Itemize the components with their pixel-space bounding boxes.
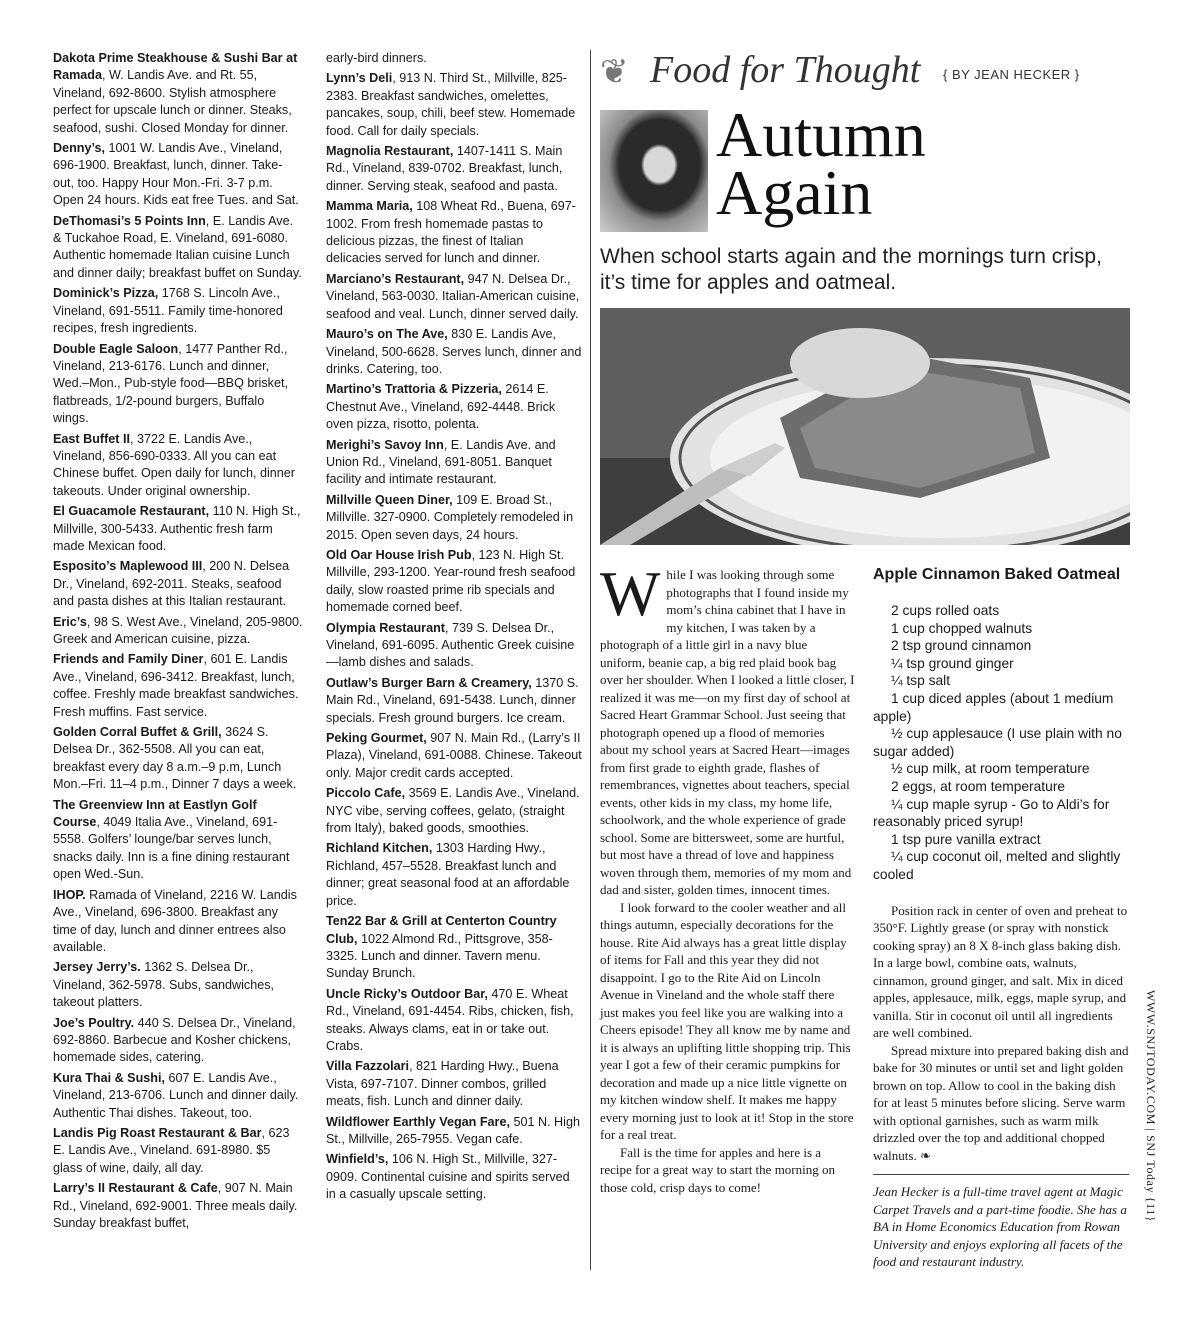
ingredient-item: 1 cup diced apples (about 1 medium apple) bbox=[873, 690, 1114, 724]
ingredient-item: 1 cup chopped walnuts bbox=[891, 620, 1033, 636]
listing-details: 1407-1411 S. Main Rd., Vineland, 839-0702. Breakfast, lunch, dinner. Serving steak, seafood and pasta. bbox=[326, 144, 563, 193]
ingredient-item: 2 tsp ground cinnamon bbox=[891, 638, 1032, 654]
listing-details: 1022 Almond Rd., Pittsgrove, 358-3325. Lunch and dinner. Tavern menu. Sunday Brunch. bbox=[326, 931, 553, 981]
listing-entry bbox=[326, 326, 582, 378]
byline: { BY JEAN HECKER } bbox=[943, 67, 1080, 82]
listing-entry bbox=[53, 724, 303, 794]
listing-details: 110 N. High St., Millville, 300-5433. Authentic fresh farm made Mexican food. bbox=[53, 504, 301, 553]
headline-line-2: Again bbox=[716, 157, 873, 228]
listing-name: Magnolia Restaurant, bbox=[326, 144, 454, 159]
page-footer bbox=[1133, 990, 1158, 1275]
ingredient-item: 2 eggs, at room temperature bbox=[891, 778, 1066, 794]
ingredient-item: ¼ cup maple syrup - Go to Aldi’s for reasonably priced syrup! bbox=[873, 796, 1110, 830]
listing-entry bbox=[326, 986, 582, 1056]
listing-entry bbox=[53, 1180, 303, 1232]
listing-entry bbox=[53, 558, 303, 610]
article-text-1: hile I was looking through some photographs that I found inside my mom’s china cabinet that I have in my kitchen, I was taken by a photograph of a little girl in a navy blue uniform, beanie cap, a big red plaid book bag over her shoulder. When I looked a little closer, I realized it was me—on my first day of school at Sacred Heart Grammar School. Just seeing that photograph opened up a flood of memories about my school years at Sacred Heart—images from first grade to eighth grade, flashes of remembrances, vignettes about teachers, special events, other kids in my class, my home life, schoolwork, and the whole experience of grade school. Some are bittersweet, some are hurtful, but most have a thread of love and happiness woven through them, memories of my mom and dad and sister, golden times, innocent times. bbox=[600, 567, 855, 897]
listing-name: Mauro’s on The Ave, bbox=[326, 327, 448, 342]
listing-details: , 907 N. Main Rd., Vineland, 692-9001. Three meals daily. Sunday breakfast buffet, bbox=[53, 1181, 298, 1230]
article-paragraph-1 bbox=[600, 558, 855, 899]
listing-details: 2614 E. Chestnut Ave., Vineland, 692-4448. Brick oven pizza, risotto, polenta. bbox=[326, 382, 556, 432]
listing-entry bbox=[326, 381, 582, 433]
listing-name: Uncle Ricky’s Outdoor Bar, bbox=[326, 986, 488, 1001]
listing-name: Landis Pig Roast Restaurant & Bar bbox=[53, 1125, 262, 1140]
listing-details: , 123 N. High St. Millville, 293-1200. Year-round fresh seafood daily, slow roasted prime rib specials and homemade corned beef. bbox=[326, 547, 576, 615]
listing-details: Ramada of Vineland, 2216 W. Landis Ave., Vineland, 696-3800. Breakfast any time of day, lunch and dinner entrees also available. bbox=[53, 887, 297, 954]
listing-details: , 601 E. Landis Ave., Vineland, 696-3412. Breakfast, lunch, coffee. Freshly made breakfast sandwiches. Fresh muffins. Fast service. bbox=[53, 652, 299, 719]
listing-entry bbox=[53, 959, 303, 1011]
listing-details: 106 N. High St., Millville, 327-0909. Continental cuisine and spirits served in a casually upscale setting. bbox=[326, 1152, 570, 1202]
listing-name: Dakota Prime Steakhouse & Sushi Bar at Ramada bbox=[53, 51, 298, 83]
listing-details: , W. Landis Ave. and Rt. 55, Vineland, 692-8600. Stylish atmosphere perfect for upscale lunch or dinner. Steaks, seafood, sushi. Closed Monday for dinner. bbox=[53, 68, 292, 135]
listing-details: , 1477 Panther Rd., Vineland, 213-6176. Lunch and dinner, Wed.–Mon., Pub-style food—BBQ brisket, flatbreads, 1/2-pound burgers, Buffalo wings. bbox=[53, 341, 288, 426]
listing-entry bbox=[326, 1114, 582, 1149]
listing-details: , 4049 Italia Ave., Vineland, 691-5558. Golfers’ lounge/bar serves lunch, snacks daily. Inn is a fine dining restaurant open Wed.-Sun. bbox=[53, 815, 290, 882]
headline-line-1: Autumn bbox=[716, 99, 926, 170]
listing-entry bbox=[53, 797, 303, 884]
recipe bbox=[873, 566, 1129, 1271]
recipe-title: Apple Cinnamon Baked Oatmeal bbox=[873, 566, 1121, 583]
listings-column-1 bbox=[53, 50, 303, 1235]
listing-details: , E. Landis Ave. & Tuckahoe Road, E. Vineland, 691-6080. Authentic homemade Italian cuisine Lunch and dinner daily; breakfast buffet on Sunday. bbox=[53, 213, 302, 280]
listing-name: Marciano’s Restaurant, bbox=[326, 271, 465, 286]
listing-name: Millville Queen Diner, bbox=[326, 492, 453, 507]
listing-entry bbox=[326, 620, 582, 672]
listing-entry bbox=[326, 913, 582, 983]
listing-entry bbox=[53, 887, 303, 957]
listing-entry bbox=[53, 431, 303, 501]
ornament-icon: ❦ bbox=[600, 52, 629, 92]
listing-name: Lynn’s Deli bbox=[326, 71, 393, 86]
oatmeal-photo bbox=[600, 308, 1130, 545]
listing-entry bbox=[326, 675, 582, 727]
listing-name: Piccolo Cafe, bbox=[326, 786, 406, 801]
listing-entry bbox=[326, 143, 582, 195]
listing-name: Outlaw’s Burger Barn & Creamery, bbox=[326, 675, 532, 690]
listing-details: 1001 W. Landis Ave., Vineland, 696-1900. Breakfast, lunch, dinner. Take-out, too. Happy Hour Mon.-Fri. 3-7 p.m. Open 24 hours. Kids eat free Tues. and Sat. bbox=[53, 141, 299, 208]
listing-entry bbox=[53, 1015, 303, 1067]
listing-name: Denny’s, bbox=[53, 141, 106, 156]
listing-details: 109 E. Broad St., Millville. 327-0900. Completely remodeled in 2015. Open seven days, 24 hours. bbox=[326, 492, 574, 542]
column-title: Food for Thought bbox=[650, 49, 921, 91]
listing-details: 440 S. Delsea Dr., Vineland, 692-8860. Barbecue and Kosher chickens, homemade sides, catering. bbox=[53, 1015, 296, 1065]
listing-name: Martino’s Trattoria & Pizzeria, bbox=[326, 382, 502, 397]
listing-entry bbox=[326, 70, 582, 140]
listing-details: 1370 S. Main Rd., Vineland, 691-5438. Lunch, dinner specials. Fresh ground burgers. Ice cream. bbox=[326, 675, 579, 725]
listing-details: 907 N. Main Rd., (Larry’s II Plaza), Vineland, 691-0088. Chinese. Takeout only. Major credit cards accepted. bbox=[326, 731, 582, 780]
listing-details: 1303 Harding Hwy., Richland, 457–5528. Breakfast lunch and dinner; great seasonal food at an affordable price. bbox=[326, 841, 570, 908]
listing-entry bbox=[326, 198, 582, 268]
listing-details: 830 E. Landis Ave, Vineland, 500-6628. Serves lunch, dinner and drinks. Catering, too. bbox=[326, 327, 582, 376]
listing-details: , 739 S. Delsea Dr., Vineland, 691-6095. Authentic Greek cuisine—lamb dishes and salads. bbox=[326, 620, 575, 670]
listing-name: Mamma Maria, bbox=[326, 199, 413, 214]
listing-name: Esposito’s Maplewood III bbox=[53, 559, 203, 574]
article-body bbox=[600, 558, 855, 1196]
listing-details: , 200 N. Delsea Dr., Vineland, 692-2011. Steaks, seafood and pasta dishes at this Italian restaurant. bbox=[53, 559, 290, 609]
listing-entry bbox=[326, 547, 582, 617]
author-photo bbox=[600, 110, 708, 232]
column-header bbox=[600, 48, 1120, 94]
listing-details: 3624 S. Delsea Dr., 362-5508. All you can eat, breakfast every day 8 a.m.–9 p.m, Lunch Mon.–Fri. 11–4 p.m., Dinner 7 days a week. bbox=[53, 725, 297, 792]
listing-entry bbox=[326, 785, 582, 837]
listing-name: Eric’s bbox=[53, 614, 87, 629]
listing-details: 1362 S. Delsea Dr., Vineland, 362-5978. Subs, sandwiches, takeout platters. bbox=[53, 960, 275, 1010]
listing-entry bbox=[53, 1070, 303, 1122]
listing-entry bbox=[326, 1058, 582, 1110]
listing-details: 947 N. Delsea Dr., Vineland, 563-0030. Italian-American cuisine, seafood and veal. Lunch, dinner served daily. bbox=[326, 271, 580, 321]
listing-name: Olympia Restaurant bbox=[326, 620, 445, 635]
listing-entry bbox=[53, 50, 303, 137]
listing-details: 108 Wheat Rd., Buena, 697-1002. From fresh homemade pastas to delicious pizzas, the finest of Italian delicacies served for lunch and dinner. bbox=[326, 199, 576, 266]
listing-entry bbox=[53, 140, 303, 210]
listing-name: Jersey Jerry’s. bbox=[53, 960, 141, 975]
listing-entry bbox=[53, 503, 303, 555]
listing-entry bbox=[53, 614, 303, 649]
ingredient-item: ¼ tsp salt bbox=[891, 673, 951, 689]
listing-name: Wildflower Earthly Vegan Fare, bbox=[326, 1114, 510, 1129]
ingredient-item: 1 tsp pure vanilla extract bbox=[891, 831, 1041, 847]
listing-name: DeThomasi’s 5 Points Inn bbox=[53, 213, 206, 228]
listing-details: 1768 S. Lincoln Ave., Vineland, 691-5511. Family time-honored recipes, fresh ingredients. bbox=[53, 286, 283, 336]
listing-details: 470 E. Wheat Rd., Vineland, 691-4454. Ribs, chicken, fish, steaks. Always clams, eat in or take out. Crabs. bbox=[326, 986, 574, 1053]
listing-entry bbox=[53, 213, 303, 283]
footer-text: WWW.SNJTODAY.COM | SNJ Today {11} bbox=[1144, 990, 1158, 1223]
listing-name: Golden Corral Buffet & Grill, bbox=[53, 725, 222, 740]
listing-name: El Guacamole Restaurant, bbox=[53, 504, 210, 519]
listing-details: , 98 S. West Ave., Vineland, 205-9800. Greek and American cuisine, pizza. bbox=[53, 614, 303, 646]
ingredient-item: 2 cups rolled oats bbox=[891, 603, 1000, 618]
listing-entry bbox=[53, 651, 303, 721]
listing-name: Dominick’s Pizza, bbox=[53, 286, 159, 301]
listing-entry bbox=[53, 1125, 303, 1177]
listings-column-2 bbox=[326, 50, 582, 1207]
listing-name: IHOP. bbox=[53, 887, 86, 902]
ingredient-item: ½ cup applesauce (I use plain with no sugar added) bbox=[873, 726, 1122, 759]
article-paragraph-3: Fall is the time for apples and here is a recipe for a great way to start the morning on those cold, crisp days to come! bbox=[600, 1144, 835, 1195]
method-step-1: Position rack in center of oven and preheat to 350°F. Lightly grease (or spray with nonstick cooking spray) an 8 X 8-inch glass baking dish. In a large bowl, combine oats, walnuts, cinnamon, ground ginger, and salt. Mix in diced apples, applesauce, milk, eggs, maple syrup, and vanilla. Stir in coconut oil until all ingredients are well combined. bbox=[873, 902, 1128, 1040]
article-paragraph-2: I look forward to the cooler weather and all things autumn, especially decorations for the house. Rite Aid always has a great little display of items for Fall and this year they did not disappoint. I go to the Rite Aid on Lincoln Avenue in Vineland and the whole staff there just makes you feel like you are walking into a Cheers episode! They all know me by name and it is always an uplifting little shopping trip. This year I got a few of their ceramic pumpkins for decoration and made up a nice little vignette on my kitchen window shelf. It makes me happy every morning just to look at it! Stop in the store for a real treat. bbox=[600, 899, 854, 1142]
listing-details: , 623 E. Landis Ave., Vineland. 691-8980. $5 glass of wine, daily, all day. bbox=[53, 1125, 290, 1175]
listing-details: , 913 N. Third St., Millville, 825- 2383. Breakfast sandwiches, omelettes, pancakes, soup, chili, beef stew. Homemade food. Call for daily specials. bbox=[326, 71, 576, 138]
listing-details: 607 E. Landis Ave., Vineland, 213-6706. Lunch and dinner daily. Authentic Thai dishes. Takeout, too. bbox=[53, 1070, 299, 1120]
listing-name: The Greenview Inn at Eastlyn Golf Course bbox=[53, 797, 257, 830]
listing-name: Winfield’s, bbox=[326, 1152, 389, 1167]
ingredient-item: ¼ cup coconut oil, melted and slightly cooled bbox=[873, 849, 1121, 882]
listing-details: , E. Landis Ave. and Union Rd., Vineland, 691-8051. Banquet facility and intimate restaurant. bbox=[326, 437, 556, 487]
ingredient-item: ¼ tsp ground ginger bbox=[891, 655, 1014, 671]
ingredient-item: ½ cup milk, at room temperature bbox=[891, 761, 1090, 777]
listing-name: Ten22 Bar & Grill at Centerton Country Club, bbox=[326, 914, 557, 946]
headline bbox=[716, 99, 926, 228]
bio-rule bbox=[873, 1174, 1129, 1175]
listing-details: 501 N. High St., Millville, 265-7955. Vegan cafe. bbox=[326, 1114, 580, 1146]
listing-entry bbox=[326, 730, 582, 782]
listing-entry bbox=[326, 1151, 582, 1203]
listing-name: Joe’s Poultry. bbox=[53, 1015, 135, 1030]
listing-details: 3569 E. Landis Ave., Vineland. NYC vibe, serving coffees, gelato, (straight from Italy), baked goods, smoothies. bbox=[326, 786, 580, 836]
deck: When school starts again and the mornings turn crisp, it’s time for apples and oatmeal. bbox=[600, 245, 1102, 294]
listing-entry bbox=[326, 492, 582, 544]
recipe-method bbox=[873, 902, 1129, 1165]
listing-name: Friends and Family Diner bbox=[53, 652, 204, 667]
listing-entry bbox=[326, 271, 582, 323]
listing-entry bbox=[53, 341, 303, 428]
listing-name: Old Oar House Irish Pub bbox=[326, 547, 472, 562]
listing-name: Larry’s II Restaurant & Cafe bbox=[53, 1181, 218, 1196]
column-divider bbox=[590, 50, 591, 1270]
oatmeal-photo-image bbox=[600, 308, 1130, 545]
listing-name: Villa Fazzolari bbox=[326, 1059, 410, 1074]
listing-details: , 3722 E. Landis Ave., Vineland, 856-690-0333. All you can eat Chinese buffet. Open daily for lunch, dinner takeouts. Under original ownership. bbox=[53, 431, 295, 498]
drop-cap: W bbox=[600, 558, 661, 629]
listing-entry bbox=[53, 285, 303, 337]
listing-name: Merighi’s Savoy Inn bbox=[326, 437, 444, 452]
listing-name: Double Eagle Saloon bbox=[53, 341, 179, 356]
listing-details: , 821 Harding Hwy., Buena Vista, 697-7107. Dinner combos, grilled meats, fish. Lunch and dinner daily. bbox=[326, 1059, 559, 1109]
method-step-2: Spread mixture into prepared baking dish and bake for 30 minutes or until set and light golden brown on top. Allow to cool in the baking dish for at least 5 minutes before slicing. Serve warm with optional garnishes, such as warm milk drizzled over the top and additional chopped walnuts. ❧ bbox=[873, 1042, 1129, 1163]
listing-entry bbox=[326, 840, 582, 910]
listing-continuation: early-bird dinners. bbox=[326, 51, 427, 65]
listing-name: Kura Thai & Sushi, bbox=[53, 1070, 165, 1085]
listing-name: Peking Gourmet, bbox=[326, 731, 427, 746]
listing-name: Richland Kitchen, bbox=[326, 841, 433, 856]
ingredient-list bbox=[873, 602, 1129, 884]
listing-name: East Buffet II bbox=[53, 431, 130, 446]
listing-entry bbox=[326, 437, 582, 489]
author-bio: Jean Hecker is a full-time travel agent at Magic Carpet Travels and a part-time foodie. She has a BA in Home Economics Education from Rowan University and enjoys exploring all facets of the food and restaurant industry. bbox=[873, 1184, 1127, 1269]
